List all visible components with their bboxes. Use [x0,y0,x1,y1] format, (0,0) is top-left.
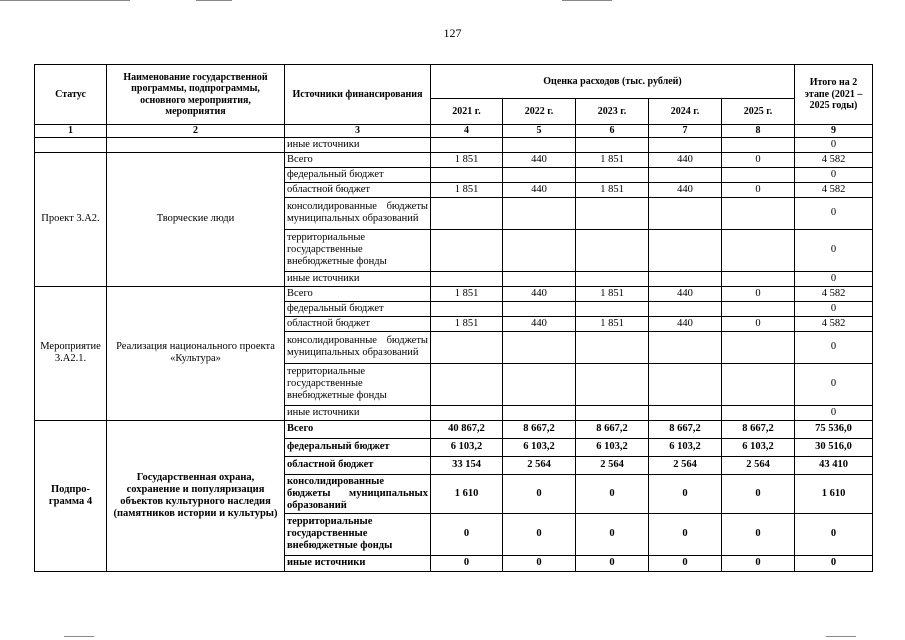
value-cell: 0 [649,513,722,555]
source-cell: областной бюджет [285,316,431,331]
value-cell [503,301,576,316]
value-cell: 0 [722,316,795,331]
table-row [35,152,873,167]
value-cell: 0 [722,474,795,513]
value-cell: 2 564 [576,456,649,474]
value-cell [431,301,503,316]
total-cell: 0 [795,137,873,152]
value-cell: 8 667,2 [576,420,649,438]
source-cell: Всего [285,420,431,438]
total-cell: 0 [795,271,873,286]
value-cell: 2 564 [503,456,576,474]
value-cell [649,405,722,420]
value-cell: 40 867,2 [431,420,503,438]
column-number: 5 [503,125,576,138]
value-cell [649,229,722,271]
header-name: Наименование государственной программы, подпрограммы, основного мероприятия, мероприятия [107,65,285,125]
source-cell: Всего [285,152,431,167]
source-cell: областной бюджет [285,456,431,474]
value-cell: 440 [503,182,576,197]
value-cell [649,197,722,229]
value-cell: 440 [649,286,722,301]
value-cell: 8 667,2 [503,420,576,438]
value-cell: 440 [649,316,722,331]
value-cell: 6 103,2 [503,438,576,456]
header-year: 2025 г. [722,99,795,125]
value-cell: 1 851 [576,152,649,167]
column-number: 4 [431,125,503,138]
source-cell: иные источники [285,405,431,420]
total-cell: 0 [795,405,873,420]
value-cell: 6 103,2 [431,438,503,456]
column-number: 8 [722,125,795,138]
total-cell: 0 [795,167,873,182]
header-sources: Источники финансирования [285,65,431,125]
total-cell: 4 582 [795,286,873,301]
value-cell [649,331,722,363]
source-cell: федеральный бюджет [285,167,431,182]
table-row [35,286,873,301]
value-cell: 1 851 [576,286,649,301]
value-cell: 8 667,2 [649,420,722,438]
value-cell: 6 103,2 [649,438,722,456]
row-name: Реализация национального проекта «Культура» [107,286,285,420]
column-number: 7 [649,125,722,138]
value-cell [431,167,503,182]
value-cell [722,363,795,405]
value-cell [722,301,795,316]
row-name: Государственная охрана, сохранение и популяризация объектов культурного наследия (памятников истории и культуры) [107,420,285,571]
column-number: 1 [35,125,107,138]
total-cell: 0 [795,363,873,405]
value-cell [431,197,503,229]
header-year: 2021 г. [431,99,503,125]
value-cell: 0 [576,513,649,555]
value-cell [503,229,576,271]
value-cell [576,301,649,316]
value-cell [576,167,649,182]
value-cell [431,363,503,405]
value-cell: 6 103,2 [722,438,795,456]
value-cell [431,229,503,271]
value-cell: 0 [503,474,576,513]
value-cell: 2 564 [722,456,795,474]
source-cell: федеральный бюджет [285,301,431,316]
value-cell: 0 [431,513,503,555]
header-status: Статус [35,65,107,125]
value-cell [576,229,649,271]
page-number: 127 [443,26,462,40]
value-cell: 1 610 [431,474,503,513]
header-year: 2022 г. [503,99,576,125]
source-cell: иные источники [285,271,431,286]
header-year: 2023 г. [576,99,649,125]
value-cell [503,197,576,229]
column-number: 9 [795,125,873,138]
status-cell [35,137,107,152]
source-cell: консолидированные бюджеты муниципальных образований [285,474,431,513]
value-cell: 0 [503,513,576,555]
row-name: Творческие люди [107,152,285,286]
value-cell: 0 [649,555,722,571]
value-cell [649,271,722,286]
value-cell: 0 [431,555,503,571]
value-cell: 0 [722,152,795,167]
value-cell [576,363,649,405]
value-cell [649,167,722,182]
value-cell [503,405,576,420]
value-cell [576,137,649,152]
row-status: Проект 3.А2. [35,152,107,286]
table-row [35,420,873,438]
source-cell: консолидированные бюджеты муниципальных образований [285,331,431,363]
source-cell: территориальные государственные внебюджетные фонды [285,363,431,405]
total-cell: 0 [795,301,873,316]
value-cell [431,405,503,420]
source-cell: федеральный бюджет [285,438,431,456]
value-cell [649,137,722,152]
value-cell [722,229,795,271]
value-cell: 440 [503,286,576,301]
value-cell: 0 [576,474,649,513]
value-cell: 0 [722,286,795,301]
value-cell [722,137,795,152]
header-total: Итого на 2 этапе (2021 – 2025 годы) [795,65,873,125]
value-cell [649,301,722,316]
source-cell: консолидированные бюджеты муниципальных образований [285,197,431,229]
value-cell: 1 851 [576,316,649,331]
value-cell: 0 [722,555,795,571]
value-cell [431,271,503,286]
total-cell: 0 [795,197,873,229]
name-cell [107,137,285,152]
value-cell [576,405,649,420]
total-cell: 43 410 [795,456,873,474]
value-cell: 0 [722,513,795,555]
value-cell [722,331,795,363]
source-cell: иные источники [285,137,431,152]
total-cell: 75 536,0 [795,420,873,438]
total-cell: 4 582 [795,316,873,331]
value-cell: 0 [649,474,722,513]
value-cell [503,137,576,152]
value-cell: 1 851 [576,182,649,197]
header-year: 2024 г. [649,99,722,125]
table-row [35,137,873,152]
value-cell: 8 667,2 [722,420,795,438]
column-number: 3 [285,125,431,138]
value-cell [503,167,576,182]
source-cell: территориальные государственные внебюджетные фонды [285,513,431,555]
row-status: Подпро-грамма 4 [35,420,107,571]
total-cell: 4 582 [795,182,873,197]
value-cell [722,405,795,420]
value-cell [503,331,576,363]
value-cell [722,167,795,182]
value-cell [503,271,576,286]
row-status: Мероприятие 3.А2.1. [35,286,107,420]
value-cell: 440 [649,182,722,197]
total-cell: 0 [795,331,873,363]
value-cell: 2 564 [649,456,722,474]
total-cell: 4 582 [795,152,873,167]
value-cell: 1 851 [431,182,503,197]
value-cell: 33 154 [431,456,503,474]
source-cell: областной бюджет [285,182,431,197]
value-cell [431,137,503,152]
value-cell [503,363,576,405]
header-estimate: Оценка расходов (тыс. рублей) [431,65,795,99]
value-cell: 1 851 [431,152,503,167]
value-cell: 6 103,2 [576,438,649,456]
value-cell [722,271,795,286]
value-cell: 0 [503,555,576,571]
total-cell: 0 [795,513,873,555]
value-cell: 0 [722,182,795,197]
source-cell: территориальные государственные внебюджетные фонды [285,229,431,271]
value-cell: 440 [503,316,576,331]
source-cell: иные источники [285,555,431,571]
column-number: 6 [576,125,649,138]
value-cell [576,331,649,363]
value-cell [649,363,722,405]
value-cell [576,271,649,286]
value-cell: 0 [576,555,649,571]
total-cell: 0 [795,555,873,571]
value-cell [576,197,649,229]
total-cell: 30 516,0 [795,438,873,456]
budget-table [34,64,873,572]
total-cell: 0 [795,229,873,271]
value-cell: 440 [649,152,722,167]
value-cell [431,331,503,363]
value-cell: 1 851 [431,316,503,331]
total-cell: 1 610 [795,474,873,513]
value-cell: 1 851 [431,286,503,301]
column-number: 2 [107,125,285,138]
source-cell: Всего [285,286,431,301]
value-cell: 440 [503,152,576,167]
value-cell [722,197,795,229]
